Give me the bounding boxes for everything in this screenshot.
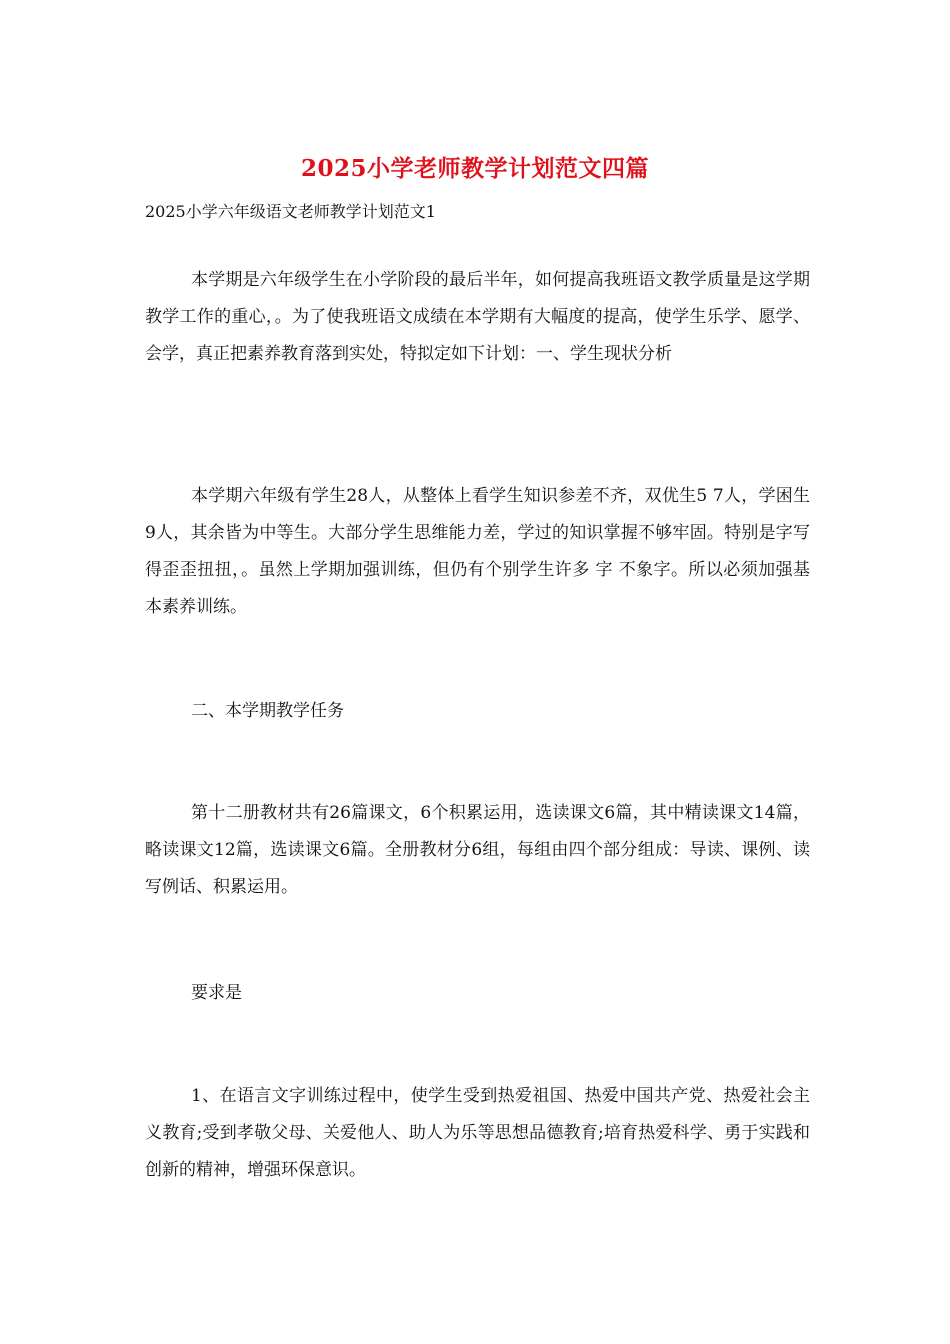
section-heading-teaching-tasks: 二、本学期教学任务 (191, 701, 344, 721)
paragraph-requirement-1: 1、在语言文字训练过程中，使学生受到热爱祖国、热爱中国共产党、热爱社会主义教育;受到孝敬父母、关爱他人、助人为乐等思想品德教育;培育热爱科学、勇于实践和创新的精神，增强环保意识。 (145, 1086, 810, 1180)
paragraph-textbook-overview: 第十二册教材共有26篇课文，6个积累运用，选读课文6篇，其中精读课文14篇，略读课文12篇，选读课文6篇。全册教材分6组，每组由四个部分组成：导读、课例、读写例话、积累运用。 (145, 803, 810, 897)
paragraph-student-analysis: 本学期六年级有学生28人，从整体上看学生知识参差不齐，双优生5 7人，学困生9人，其余皆为中等生。大部分学生思维能力差，学过的知识掌握不够牢固。特别是字写得歪歪扭扭，。虽然上学期加强训练，但仍有个别学生许多 字 不象字。所以必须加强基本素养训练。 (145, 486, 810, 617)
document-subtitle: 2025小学六年级语文老师教学计划范文1 (145, 202, 436, 221)
paragraph-requirements-label: 要求是 (191, 983, 242, 1003)
document-title: 2025小学老师教学计划范文四篇 (300, 155, 649, 182)
paragraph-intro: 本学期是六年级学生在小学阶段的最后半年，如何提高我班语文教学质量是这学期教学工作的重心，。为了使我班语文成绩在本学期有大幅度的提高，使学生乐学、愿学、会学，真正把素养教育落到实处，特拟定如下计划：一、学生现状分析 (145, 270, 810, 364)
